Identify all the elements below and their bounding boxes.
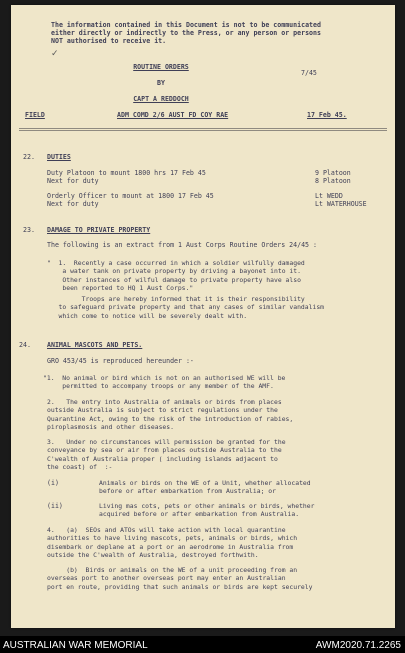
duty-value: Lt WEDD	[315, 192, 343, 200]
section-number: 24.	[19, 341, 31, 349]
order-number: 7/45	[301, 69, 317, 77]
notice-line-3: NOT authorised to receive it.	[51, 37, 167, 45]
list-item: Animals or birds on the WE of a Unit, whether allocated before or after embarkation from Australia; or	[99, 479, 311, 496]
duty-value: 9 Platoon	[315, 169, 351, 177]
order-date: 17 Feb 45.	[307, 111, 347, 119]
paragraph: 2. The entry into Australia of animals or birds from places outside Australia is subject to strict regulations under the Quarantine Act, owing to the risk of the introduction of rabies, piroplasmosis and other diseases.	[47, 398, 294, 431]
section-number: 22.	[23, 153, 35, 161]
notice-line-2: either directly or indirectly to the Press, or any person or persons	[51, 29, 321, 37]
paragraph: "1. No animal or bird which is not on an authorised WE will be permitted to accompany troops or any member of the AMF.	[43, 374, 286, 391]
duty-line: Next for duty	[47, 200, 99, 208]
divider	[19, 130, 387, 131]
document-page	[11, 5, 395, 628]
location: FIELD	[25, 111, 45, 119]
list-label: (i)	[47, 479, 59, 487]
unit-name: ADM COMD 2/6 AUST FD COY RAE	[117, 111, 229, 119]
list-item: Living mas cots, pets or other animals or birds, whether acquired before or after embarkation from Australia.	[99, 502, 315, 519]
notice-line-1: The information contained in this Document is not to be communicated	[51, 21, 321, 29]
duty-line: Orderly Officer to mount at 1800 17 Feb 45	[47, 192, 214, 200]
footer-bar	[0, 636, 405, 653]
handwritten-mark: ✓	[51, 49, 59, 59]
duty-value: 8 Platoon	[315, 177, 351, 185]
author: CAPT A REDDOCH	[133, 95, 189, 103]
duty-line: Next for duty	[47, 177, 99, 185]
paragraph: 3. Under no circumstances will permission be granted for the conveyance by sea or air from places outside Australia to the C'wealth of Australia proper ( including islands adjacent to the coast) of :-	[47, 438, 286, 471]
list-label: (ii)	[47, 502, 63, 510]
duty-value: Lt WATERHOUSE	[315, 200, 367, 208]
paragraph: Troops are hereby informed that it is their responsibility to safeguard private property and that any cases of similar vandalism which come to notice will be severely dealt with.	[58, 295, 325, 320]
divider	[19, 128, 387, 129]
section-heading: ANIMAL MASCOTS AND PETS.	[47, 341, 143, 349]
section-intro: The following is an extract from 1 Aust Corps Routine Orders 24/45 :	[47, 241, 317, 249]
paragraph: 4. (a) SEOs and ATOs will take action with local quarantine authorities to have living mascots, pets, animals or birds, which disembark or deplane at a port or an aerodrome in Australia from outside the C'wealth of Australia, destroyed forthwith.	[47, 526, 298, 559]
footer-accession-number: AWM2020.71.2265	[315, 640, 401, 651]
section-number: 23.	[23, 226, 35, 234]
by-label: BY	[157, 79, 165, 87]
document-title: ROUTINE ORDERS	[133, 63, 189, 71]
paragraph: (b) Birds or animals on the WE of a unit proceeding from an overseas port to another overseas port may enter an Australian port en route, providing that such animals or birds are kept securely	[47, 566, 313, 591]
section-heading: DAMAGE TO PRIVATE PROPERTY	[47, 226, 151, 234]
section-heading: DUTIES	[47, 153, 71, 161]
section-intro: GRO 453/45 is reproduced hereunder :-	[47, 357, 194, 365]
footer-source: AUSTRALIAN WAR MEMORIAL	[3, 640, 148, 651]
quoted-paragraph: " 1. Recently a case occurred in which a soldier wilfully damaged a water tank on private property by driving a bayonet into it. Other instances of wilful damage to private property have also been reported to HQ 1 Aust Corps."	[47, 259, 305, 292]
duty-line: Duty Platoon to mount 1800 hrs 17 Feb 45	[47, 169, 206, 177]
